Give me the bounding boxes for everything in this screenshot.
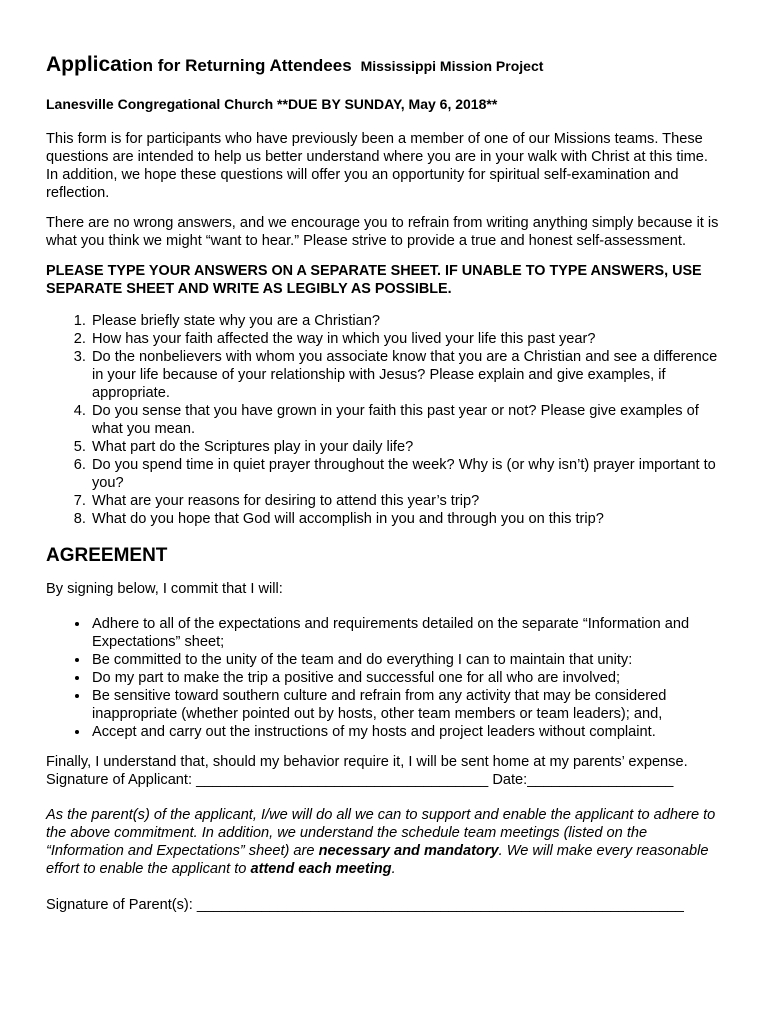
parent-bold-meeting: attend each meeting bbox=[250, 861, 392, 877]
parent-text-3: . bbox=[391, 861, 396, 877]
question-item: 8. What do you hope that God will accomplish in you and through you on this trip? bbox=[90, 510, 722, 528]
parent-commitment-paragraph bbox=[46, 806, 722, 878]
question-item: 1. Please briefly state why you are a Christian? bbox=[90, 312, 722, 330]
title-part-1: Applica bbox=[46, 53, 122, 76]
agreement-item: • Accept and carry out the instructions of my hosts and project leaders without complaint. bbox=[90, 723, 722, 741]
question-item: 2. How has your faith affected the way in which you lived your life this past year? bbox=[90, 330, 722, 348]
agreement-item: • Do my part to make the trip a positive and successful one for all who are involved; bbox=[90, 669, 722, 687]
agreement-intro: By signing below, I commit that I will: bbox=[46, 581, 283, 597]
instruction-text: PLEASE TYPE YOUR ANSWERS ON A SEPARATE SHEET. IF UNABLE TO TYPE ANSWERS, USE SEPARATE SHEET AND WRITE AS LEGIBLY AS POSSIBLE. bbox=[46, 263, 702, 297]
page-title bbox=[46, 48, 722, 78]
parent-bold-mandatory: necessary and mandatory bbox=[318, 843, 499, 859]
question-item: 4. Do you sense that you have grown in your faith this past year or not? Please give examples of what you mean. bbox=[90, 402, 722, 438]
questions-list bbox=[46, 312, 722, 528]
question-item: 6. Do you spend time in quiet prayer throughout the week? Why is (or why isn’t) prayer important to you? bbox=[90, 456, 722, 492]
expense-statement: Finally, I understand that, should my behavior require it, I will be sent home at my parents’ expense. bbox=[46, 754, 688, 770]
agreement-list bbox=[46, 615, 722, 741]
applicant-signature-line[interactable]: Signature of Applicant: ____________________________________ Date:__________________ bbox=[46, 772, 674, 788]
parent-text-2: . We will make every reasonable effort to enable the applicant to bbox=[46, 843, 709, 877]
intro-paragraph-1: This form is for participants who have previously been a member of one of our Missions teams. These questions are intended to help us better understand where you are in your walk with Christ at this time. In addition, we hope these questions will offer you an opportunity for spiritual self-examination and reflection. bbox=[46, 131, 708, 201]
document-page bbox=[46, 48, 722, 914]
question-item: 7. What are your reasons for desiring to attend this year’s trip? bbox=[90, 492, 722, 510]
agreement-item: • Be sensitive toward southern culture and refrain from any activity that may be considered inappropriate (whether pointed out by hosts, other team members or team leaders); and, bbox=[90, 687, 722, 723]
question-item: 5. What part do the Scriptures play in your daily life? bbox=[90, 438, 722, 456]
title-part-2: tion for Returning Attendees bbox=[121, 56, 352, 75]
parent-text-1: As the parent(s) of the applicant, I/we will do all we can to support and enable the applicant to adhere to the above commitment. In addition, we understand the schedule team meetings (listed on the “Information and Expectations” sheet) are bbox=[46, 807, 716, 859]
question-item: 3. Do the nonbelievers with whom you associate know that you are a Christian and see a difference in your life because of your relationship with Jesus? Please explain and give examples, if appropriate. bbox=[90, 348, 722, 402]
church-due-date: Lanesville Congregational Church **DUE BY SUNDAY, May 6, 2018** bbox=[46, 96, 498, 112]
parent-signature-line[interactable]: Signature of Parent(s): ____________________________________________________________ bbox=[46, 897, 684, 913]
agreement-heading: AGREEMENT bbox=[46, 545, 168, 566]
intro-paragraph-2: There are no wrong answers, and we encourage you to refrain from writing anything simply because it is what you think we might “want to hear.” Please strive to provide a true and honest self-assessment. bbox=[46, 215, 719, 249]
agreement-item: • Adhere to all of the expectations and requirements detailed on the separate “Information and Expectations” sheet; bbox=[90, 615, 722, 651]
agreement-item: • Be committed to the unity of the team and do everything I can to maintain that unity: bbox=[90, 651, 722, 669]
title-project: Mississippi Mission Project bbox=[360, 58, 544, 74]
